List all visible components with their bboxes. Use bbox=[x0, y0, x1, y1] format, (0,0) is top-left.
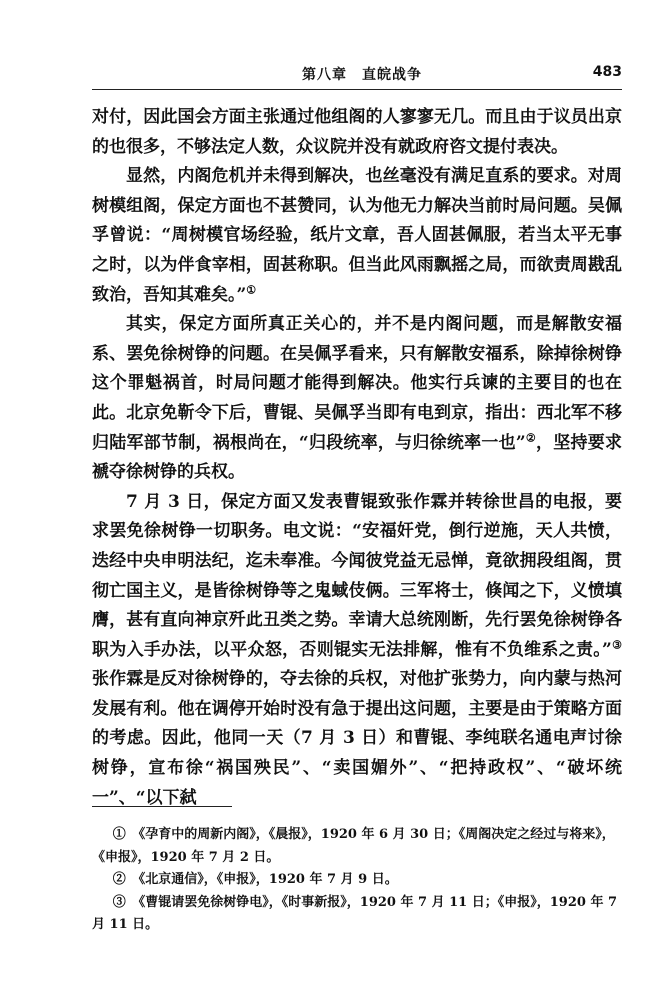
paragraph-2 bbox=[92, 162, 622, 310]
footnote-mark-3[interactable]: ③ bbox=[611, 638, 622, 652]
header-rule bbox=[92, 89, 622, 90]
paragraph-text: 7 月 3 日，保定方面又发表曹锟致张作霖并转徐世昌的电报，要求罢免徐树铮一切职务。电文说：“安福奸党，倒行逆施，天人共愤，迭经中央申明法纪，迄未奉准。今闻彼党益无忌惮，竟欲拥段组阁，贯彻亡国主义，是皆徐树铮等之鬼蜮伎俩。三军将士，倏闻之下，义愤填膺，甚有直向神京歼此丑类之势。幸请大总统刚断，先行罢免徐树铮各职为入手办法，以平众怒，否则锟实无法排解，惟有不负维系之责。” bbox=[92, 491, 622, 660]
body-text bbox=[92, 103, 622, 813]
paragraph-3 bbox=[92, 310, 622, 488]
footnote-2: ② 《北京通信》，《申报》，1920 年 7 月 9 日。 bbox=[112, 872, 398, 887]
chapter-title: 第八章 直皖战争 bbox=[302, 67, 422, 83]
footnote-mark-2[interactable]: ② bbox=[525, 430, 537, 444]
paragraph-4 bbox=[92, 488, 622, 814]
paragraph-text: 显然，内阁危机并未得到解决，也丝毫没有满足直系的要求。对周树模组阁，保定方面也不甚赞同，认为他无力解决当前时局问题。吴佩孚曾说：“周树模官场经验，纸片文章，吾人固甚佩服，若当太平无事之时，以为伴食宰相，固甚称职。但当此风雨飘摇之局，而欲责周戡乱致治，吾知其难矣。” bbox=[92, 166, 622, 305]
page-number: 483 bbox=[592, 64, 622, 80]
running-header bbox=[92, 62, 622, 86]
footnote-1: ① 《孕育中的周新内阁》，《晨报》，1920 年 6 月 30 日；《周阁决定之经过与将来》，《申报》，1920 年 7 月 2 日。 bbox=[92, 827, 615, 865]
footnote-rule bbox=[92, 806, 232, 807]
paragraph-1 bbox=[92, 103, 622, 162]
paragraph-text-tail: 张作霖是反对徐树铮的，夺去徐的兵权，对他扩张势力，向内蒙与热河发展有利。他在调停开始时没有急于提出这问题，主要是由于策略方面的考虑。因此，他同一天（7 月 3 日）和曹锟、李纯联名通电声讨徐树铮，宣布徐“祸国殃民”、“卖国媚外”、“把持政权”、“破坏统一”、“以下弑 bbox=[92, 669, 622, 808]
footnote-mark-1[interactable]: ① bbox=[246, 282, 257, 296]
footnotes bbox=[92, 824, 622, 937]
paragraph-text: 对付，因此国会方面主张通过他组阁的人寥寥无几。而且由于议员出京的也很多，不够法定人数，众议院并没有就政府咨文提付表决。 bbox=[92, 107, 622, 157]
footnote-3: ③ 《曹锟请罢免徐树铮电》，《时事新报》，1920 年 7 月 11 日；《申报》，1920 年 7 月 11 日。 bbox=[92, 894, 618, 932]
paragraph-text: 其实，保定方面所真正关心的，并不是内阁问题，而是解散安福系、罢免徐树铮的问题。在吴佩孚看来，只有解散安福系，除掉徐树铮这个罪魁祸首，时局问题才能得到解决。他实行兵谏的主要目的也在此。北京免靳令下后，曹锟、吴佩孚当即有电到京，指出：西北军不移归陆军部节制，祸根尚在，“归段统率，与归徐统率一也” bbox=[92, 314, 622, 453]
paragraph-text-tail: ，坚持要求褫夺徐树铮的兵权。 bbox=[92, 432, 622, 483]
